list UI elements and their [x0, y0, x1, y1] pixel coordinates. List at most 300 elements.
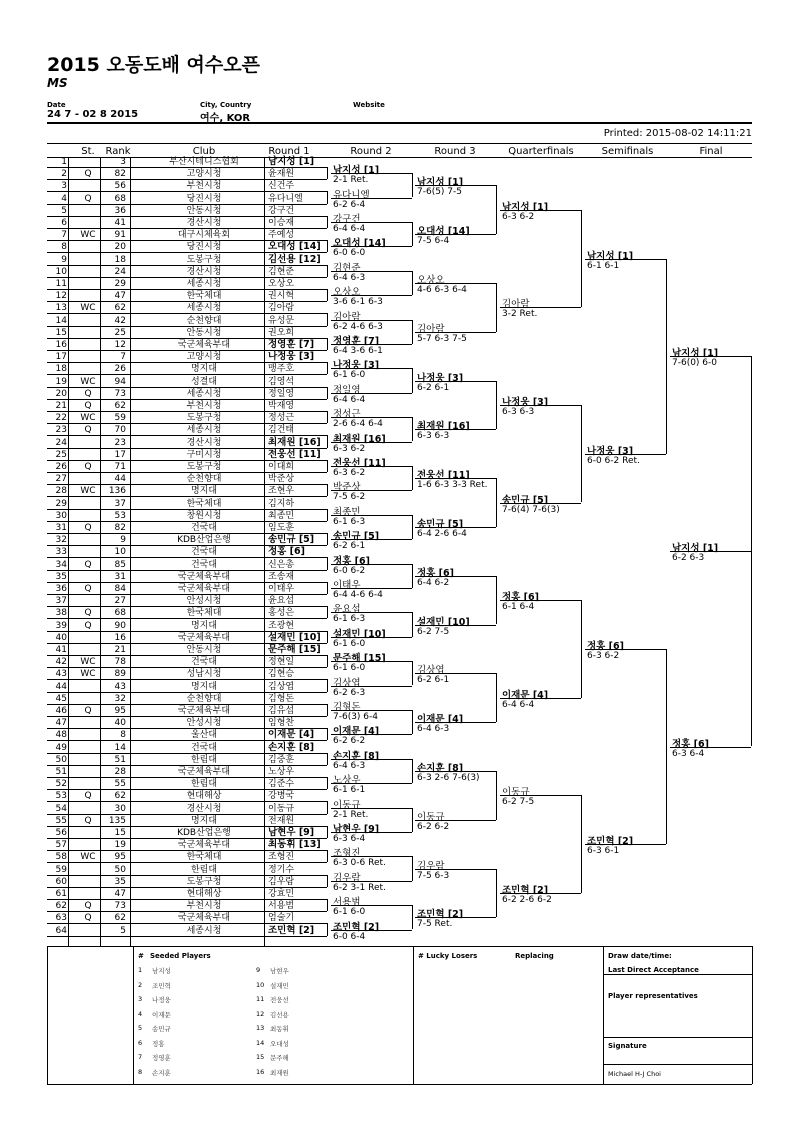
round2-player: 김상엽 — [333, 677, 361, 689]
entry-status: Q — [84, 901, 92, 912]
seed-name: 최동휘 — [270, 1025, 289, 1033]
bracket-line — [331, 320, 412, 321]
seed-number: 2 — [138, 980, 143, 989]
round3-player: 김아람 — [417, 323, 445, 335]
bracket-line — [500, 600, 581, 601]
player-club: 순천향대 — [186, 474, 222, 485]
columns-top-rule — [47, 143, 752, 144]
bracket-line — [331, 515, 412, 516]
player-club: 안성시청 — [186, 718, 222, 729]
seed-number: 14 — [256, 1038, 265, 1047]
bracket-line — [415, 722, 496, 723]
round2-score: 2-1 Ret. — [333, 809, 369, 820]
round2-score: 6-1 6-3 — [333, 516, 366, 527]
round1-player: 이태우 — [268, 584, 295, 594]
bracket-connector — [327, 411, 328, 423]
player-rank: 17 — [114, 449, 126, 460]
player-rank: 78 — [114, 657, 126, 668]
round3-player: 손지훈 [8] — [417, 762, 464, 774]
round2-player: 이태우 — [333, 579, 361, 591]
bracket-connector — [496, 576, 497, 625]
player-rank: 44 — [114, 474, 126, 485]
round1-player: 조민혁 [2] — [268, 924, 315, 936]
seed-number: 9 — [256, 966, 261, 974]
row-rule — [47, 936, 327, 937]
bracket-connector — [751, 356, 752, 746]
bracket-line — [331, 686, 412, 687]
draw-position: 49 — [55, 742, 67, 753]
player-club: 울산대 — [190, 730, 218, 741]
round2-score: 6-3 6-2 — [333, 467, 366, 478]
semifinals-player: 남지성 [1] — [587, 250, 634, 262]
round2-score: 6-4 3-6 6-1 — [333, 345, 383, 356]
player-club: 고양시청 — [186, 352, 222, 363]
bracket-line — [500, 210, 581, 211]
round2-score: 6-2 4-6 6-3 — [333, 321, 383, 332]
round2-player: 노상우 — [333, 775, 361, 787]
seed-name: 김선용 — [270, 1010, 289, 1019]
round2-score: 6-4 6-4 — [333, 394, 366, 405]
lucky-losers-label: # Lucky Losers — [418, 952, 478, 960]
bracket-connector — [327, 387, 328, 399]
player-club: 국군체육부대 — [177, 584, 231, 594]
row-rule — [47, 655, 327, 656]
bracket-line — [415, 429, 496, 430]
draw-position: 48 — [55, 730, 67, 741]
seed-number: 13 — [256, 1024, 265, 1032]
entry-status: WC — [80, 413, 96, 424]
player-club: 한국체대 — [186, 291, 222, 302]
row-rule — [47, 289, 327, 290]
footer-divider — [413, 946, 414, 1084]
row-rule — [47, 582, 327, 583]
player-club: 건국대 — [190, 657, 218, 668]
bracket-connector — [496, 283, 497, 332]
printed-timestamp: Printed: 2015-08-02 14:11:21 — [603, 128, 752, 139]
round3-score: 6-4 2-6 6-4 — [417, 528, 467, 539]
round2-score: 6-3 0-6 Ret. — [333, 858, 386, 869]
player-club: 안동시청 — [186, 205, 222, 216]
signature-label: Signature — [608, 1042, 647, 1050]
round2-player: 김현준 — [333, 262, 361, 274]
bracket-connector — [327, 313, 328, 325]
bracket-line — [331, 222, 412, 223]
player-rank: 56 — [114, 181, 126, 192]
bracket-connector — [327, 826, 328, 838]
round3-score: 6-2 7-5 — [417, 626, 450, 637]
player-rank: 30 — [114, 803, 126, 814]
bracket-connector — [412, 856, 413, 880]
player-club: 건국대 — [190, 742, 218, 753]
round1-player: 윤요섭 — [268, 596, 295, 607]
quarterfinals-player: 송민규 [5] — [502, 494, 549, 506]
player-club: 도봉구청 — [186, 876, 222, 887]
player-club: 한국체대 — [186, 608, 222, 619]
bracket-line — [331, 344, 412, 345]
bracket-line — [331, 466, 412, 467]
seed-name: 남현우 — [270, 967, 289, 975]
player-rank: 51 — [114, 754, 126, 765]
player-club: 한국체대 — [186, 852, 222, 863]
round1-player: 김중훈 — [268, 754, 295, 765]
entry-status: Q — [84, 401, 92, 411]
entry-status: Q — [84, 388, 92, 399]
quarterfinals-player: 남지성 [1] — [502, 201, 549, 213]
round1-player: 이동규 — [268, 803, 295, 814]
bracket-line — [331, 612, 412, 613]
round1-player: 이재문 [4] — [268, 729, 315, 741]
bracket-connector — [496, 771, 497, 820]
round1-player: 정일영 — [268, 388, 295, 399]
round3-player: 오대성 [14] — [417, 226, 470, 238]
row-rule — [47, 899, 327, 900]
draw-position: 64 — [55, 925, 67, 936]
bracket-connector — [327, 875, 328, 887]
seed-name: 송민규 — [152, 1025, 171, 1033]
player-rank: 73 — [114, 388, 126, 399]
player-club: 도봉구청 — [186, 254, 222, 265]
round2-score: 6-0 6-0 — [333, 248, 366, 259]
bracket-line — [500, 307, 581, 308]
bracket-line — [331, 783, 412, 784]
round2-score: 6-1 6-0 — [333, 663, 366, 674]
row-rule — [47, 594, 327, 595]
player-rank: 37 — [114, 498, 126, 509]
round3-player: 최재원 [16] — [417, 421, 470, 433]
entry-status: WC — [80, 376, 96, 387]
seed-number: 8 — [138, 1067, 143, 1076]
seed-name: 설재민 — [270, 981, 289, 990]
player-rank: 41 — [114, 218, 126, 228]
draw-position: 41 — [55, 645, 67, 655]
entry-status: Q — [84, 706, 92, 716]
bracket-connector — [581, 405, 582, 503]
bracket-connector — [412, 466, 413, 490]
location-value: 여수, KOR — [200, 113, 251, 124]
round3-player: 김우람 — [417, 860, 445, 872]
bracket-line — [331, 442, 412, 443]
round2-player: 김형돈 — [333, 701, 361, 713]
player-rank: 50 — [114, 864, 126, 875]
bracket-line — [415, 820, 496, 821]
event-code: MS — [47, 76, 68, 90]
round1-player: 강구건 — [268, 205, 295, 216]
round3-player: 설재민 [10] — [417, 616, 470, 628]
replacing-label: Replacing — [515, 952, 554, 960]
player-rank: 40 — [114, 718, 126, 729]
bracket-connector — [666, 649, 667, 844]
round3-player: 조민혁 [2] — [417, 909, 464, 921]
round1-player: 최종민 — [268, 510, 295, 521]
player-rank: 55 — [114, 779, 126, 790]
round2-score: 6-2 6-3 — [333, 687, 366, 698]
player-club: 명지대 — [190, 486, 218, 497]
draw-position: 57 — [55, 840, 67, 851]
bracket-line — [585, 649, 666, 650]
quarterfinals-score: 3-2 Ret. — [502, 309, 538, 320]
draw-position: 51 — [55, 767, 67, 777]
bracket-line — [415, 771, 496, 772]
round1-player: 김준수 — [268, 779, 295, 790]
bracket-connector — [327, 655, 328, 667]
round1-player: 임도훈 — [268, 523, 295, 533]
draw-position: 25 — [55, 449, 67, 460]
player-rank: 62 — [114, 401, 126, 411]
bracket-connector — [327, 338, 328, 350]
seed-number: 15 — [256, 1053, 265, 1061]
row-rule — [47, 753, 327, 754]
column-divider — [264, 157, 265, 947]
round2-score: 6-2 6-2 — [333, 736, 366, 747]
player-rank: 84 — [114, 584, 126, 594]
row-rule — [47, 814, 327, 815]
player-club: 명지대 — [190, 815, 218, 826]
date-value: 24 7 - 02 8 2015 — [47, 109, 139, 120]
seed-number: 6 — [138, 1038, 143, 1047]
entry-status: Q — [84, 584, 92, 594]
player-club: 국군체육부대 — [177, 913, 231, 924]
bracket-line — [500, 698, 581, 699]
player-club: 세종시청 — [186, 303, 222, 314]
bracket-line — [415, 283, 496, 284]
entry-status: Q — [84, 193, 92, 204]
entry-status: WC — [80, 852, 96, 863]
bracket-line — [415, 917, 496, 918]
entry-status: Q — [84, 425, 92, 436]
round3-player: 정홍 [6] — [417, 567, 454, 579]
row-rule — [47, 167, 327, 168]
bracket-line — [331, 734, 412, 735]
player-rank: 82 — [114, 523, 126, 533]
draw-position: 63 — [55, 913, 67, 924]
quarterfinals-player: 정홍 [6] — [502, 592, 539, 604]
draw-position: 58 — [55, 852, 67, 863]
player-club: 건국대 — [190, 559, 218, 570]
round2-player: 정영훈 [7] — [333, 335, 380, 347]
player-club: 명지대 — [190, 620, 218, 631]
player-rank: 68 — [114, 608, 126, 619]
location-label: City, Country — [200, 101, 252, 109]
quarterfinals-score: 6-4 6-4 — [502, 699, 535, 710]
round1-player: 정성근 — [268, 413, 295, 424]
column-divider — [130, 157, 131, 947]
round3-score: 7-5 6-3 — [417, 870, 450, 881]
quarterfinals-score: 6-2 7-5 — [502, 797, 535, 808]
round2-player: 유다니엘 — [333, 189, 370, 201]
row-rule — [47, 228, 327, 229]
player-rank: 12 — [114, 340, 126, 350]
bracket-connector — [327, 460, 328, 472]
player-club: 한림대 — [190, 864, 218, 875]
bracket-connector — [327, 557, 328, 569]
player-rank: 26 — [114, 364, 126, 375]
bracket-connector — [412, 173, 413, 197]
draw-position: 19 — [55, 376, 67, 387]
round1-player: 홍성은 — [268, 608, 295, 619]
player-club: 도봉구청 — [186, 413, 222, 424]
player-rank: 32 — [114, 693, 126, 704]
footer-divider — [133, 946, 134, 1084]
round1-player: 맹주호 — [268, 364, 295, 375]
round1-player: 주예성 — [268, 230, 295, 241]
draw-position: 61 — [55, 889, 67, 899]
bracket-line — [415, 478, 496, 479]
player-rank: 94 — [114, 376, 126, 387]
player-rank: 136 — [108, 486, 126, 497]
round1-player: 남현우 [9] — [268, 827, 315, 838]
player-club: 국군체육부대 — [177, 767, 231, 777]
round2-score: 2-1 Ret. — [333, 175, 369, 186]
player-club: 도봉구청 — [186, 462, 222, 472]
player-club: 부천시청 — [186, 401, 222, 411]
round1-player: 이승재 — [268, 218, 295, 228]
bracket-connector — [327, 728, 328, 740]
draw-position: 6 — [61, 218, 67, 228]
draw-position: 14 — [55, 315, 67, 326]
seed-number: 16 — [256, 1067, 265, 1076]
column-header: Final — [699, 146, 723, 157]
round3-score: 7-5 Ret. — [417, 919, 453, 930]
round1-player: 권오희 — [268, 327, 295, 338]
round2-score: 3-6 6-1 6-3 — [333, 297, 383, 308]
draw-position: 9 — [61, 254, 67, 265]
draw-position: 50 — [55, 754, 67, 765]
player-rank: 135 — [108, 815, 126, 826]
seed-number: 11 — [256, 995, 265, 1003]
seed-number: 7 — [138, 1053, 143, 1061]
seed-number: 5 — [138, 1024, 143, 1032]
player-rank: 85 — [114, 559, 126, 570]
row-rule — [47, 875, 327, 876]
player-club: 명지대 — [190, 364, 218, 375]
player-rank: 43 — [114, 681, 126, 692]
round2-player: 정홍 [6] — [333, 555, 370, 567]
bracket-connector — [412, 905, 413, 929]
player-club: 안성시청 — [186, 596, 222, 607]
player-club: KDB산업은행 — [177, 828, 231, 838]
player-club: 구미시청 — [186, 449, 222, 460]
bracket-line — [331, 173, 412, 174]
entry-status: Q — [84, 815, 92, 826]
quarterfinals-score: 6-2 2-6 6-2 — [502, 894, 552, 905]
bracket-connector — [412, 417, 413, 441]
round1-player: 유다니엘 — [268, 193, 303, 204]
column-divider — [100, 157, 101, 947]
bracket-connector — [327, 679, 328, 691]
bracket-connector — [327, 631, 328, 643]
round1-player: 조형진 — [268, 852, 295, 863]
bracket-connector — [412, 759, 413, 783]
player-rank: 29 — [114, 279, 126, 289]
entry-status: Q — [84, 523, 92, 533]
row-rule — [47, 679, 327, 680]
row-rule — [47, 204, 327, 205]
round2-player: 김우람 — [333, 872, 361, 884]
entry-status: Q — [84, 559, 92, 570]
bracket-line — [585, 454, 666, 455]
row-rule — [47, 862, 327, 863]
bracket-connector — [327, 509, 328, 521]
bracket-connector — [327, 923, 328, 935]
player-rank: 23 — [114, 437, 126, 448]
bracket-line — [331, 759, 412, 760]
player-club: 현대해상 — [186, 889, 222, 899]
entry-status: Q — [84, 169, 92, 180]
column-header: Rank — [105, 146, 131, 157]
draw-position: 55 — [55, 815, 67, 826]
round3-player: 남지성 [1] — [417, 177, 464, 189]
player-club: 한림대 — [190, 779, 218, 790]
bracket-connector — [327, 533, 328, 545]
bracket-connector — [412, 564, 413, 588]
round2-player: 윤요섭 — [333, 604, 361, 616]
bracket-line — [670, 356, 751, 357]
round2-score: 6-4 6-3 — [333, 272, 366, 283]
round1-player: 노상우 — [268, 767, 295, 777]
player-rank: 14 — [114, 742, 126, 753]
draw-position: 13 — [55, 303, 67, 314]
draw-position: 29 — [55, 498, 67, 509]
semifinals-score: 6-0 6-2 Ret. — [587, 455, 640, 466]
round2-score: 6-2 6-4 — [333, 199, 366, 210]
draw-position: 30 — [55, 510, 67, 521]
player-rank: 90 — [114, 620, 126, 631]
player-club: 세종시청 — [186, 925, 222, 936]
bracket-line — [585, 259, 666, 260]
bracket-line — [415, 381, 496, 382]
bracket-line — [331, 856, 412, 857]
player-club: 국군체육부대 — [177, 571, 231, 582]
player-club: 순천향대 — [186, 315, 222, 326]
round1-player: 최재원 [16] — [268, 436, 321, 448]
final-player: 남지성 [1] — [672, 348, 719, 360]
bracket-line — [331, 832, 412, 833]
round1-player: 손지훈 [8] — [268, 741, 315, 753]
column-header: Quarterfinals — [508, 146, 574, 157]
quarterfinals-score: 6-3 6-3 — [502, 406, 535, 417]
bracket-line — [500, 795, 581, 796]
round3-player: 송민규 [5] — [417, 518, 464, 530]
footer-rule — [603, 1037, 752, 1038]
round2-player: 조민혁 [2] — [333, 921, 380, 933]
player-club: 경산시청 — [186, 266, 222, 277]
bracket-line — [331, 881, 412, 882]
bracket-line — [331, 539, 412, 540]
player-rank: 31 — [114, 571, 126, 582]
bracket-line — [415, 576, 496, 577]
round1-player: 신은총 — [268, 559, 295, 570]
bracket-connector — [496, 673, 497, 722]
draw-position: 52 — [55, 779, 67, 790]
player-rank: 16 — [114, 632, 126, 643]
round1-player: 정홍 [6] — [268, 546, 305, 558]
draw-position: 26 — [55, 462, 67, 472]
quarterfinals-player: 조민혁 [2] — [502, 884, 549, 896]
round2-score: 6-4 6-4 — [333, 223, 366, 234]
player-club: 대구시체육회 — [177, 230, 231, 241]
row-rule — [47, 716, 327, 717]
round2-player: 강구건 — [333, 213, 361, 225]
round3-score: 7-6(5) 7-5 — [417, 187, 463, 198]
round2-player: 전웅선 [11] — [333, 457, 386, 469]
player-club: 세종시청 — [186, 425, 222, 436]
player-club: 경산시청 — [186, 437, 222, 448]
player-rank: 53 — [114, 510, 126, 521]
column-header: Round 2 — [350, 146, 392, 157]
round2-score: 7-6(3) 6-4 — [333, 711, 379, 722]
round2-player: 정일영 — [333, 384, 361, 396]
player-rank: 62 — [114, 913, 126, 924]
